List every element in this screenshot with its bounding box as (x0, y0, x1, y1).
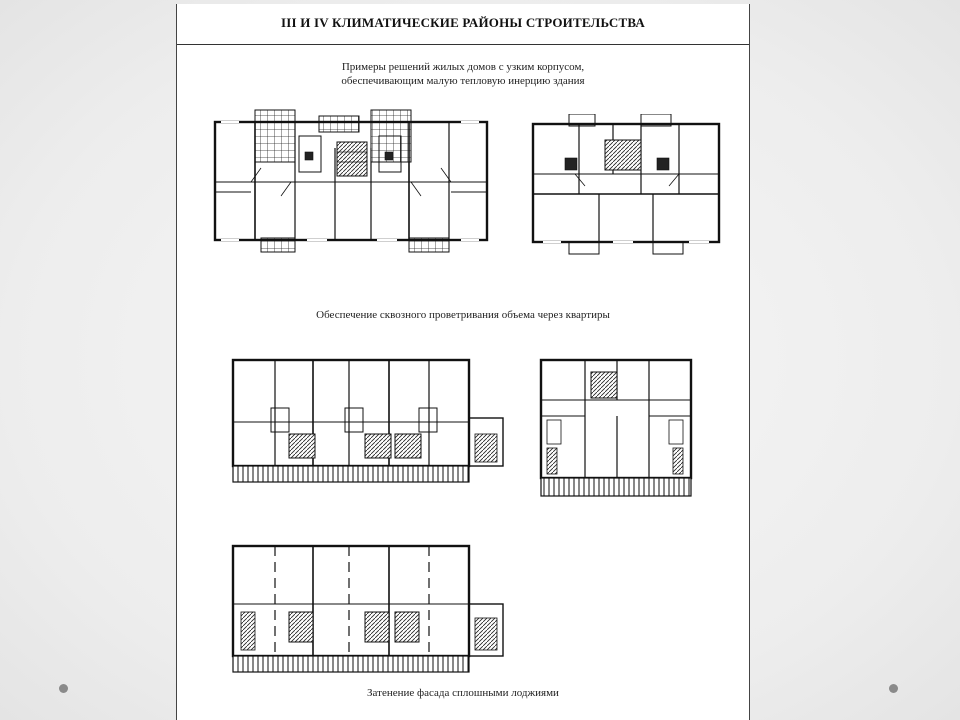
floor-plan-facade-shading (231, 542, 521, 676)
caption-narrow-body-line1: Примеры решений жилых домов с узким корпусом, (341, 61, 585, 73)
document-page (176, 4, 750, 720)
page-header (177, 4, 749, 45)
caption-cross-ventilation: Обеспечение сквозного проветривания объема через квартиры (316, 309, 610, 321)
floor-plan-cross-ventilation-right (537, 356, 703, 500)
slide-bullet-right-icon (889, 684, 898, 693)
caption-narrow-body (177, 60, 749, 88)
caption-narrow-body-line2: обеспечивающим малую тепловую инерцию здания (341, 75, 585, 87)
caption-facade-shading: Затенение фасада сплошными лоджиями (367, 687, 559, 699)
page-title: III И IV КЛИМАТИЧЕСКИЕ РАЙОНЫ СТРОИТЕЛЬСТВА (280, 15, 646, 30)
floor-plan-narrow-body-large (211, 108, 501, 260)
floor-plan-narrow-body-small (529, 114, 725, 258)
slide-bullet-left-icon (59, 684, 68, 693)
floor-plan-cross-ventilation-left (231, 354, 521, 486)
